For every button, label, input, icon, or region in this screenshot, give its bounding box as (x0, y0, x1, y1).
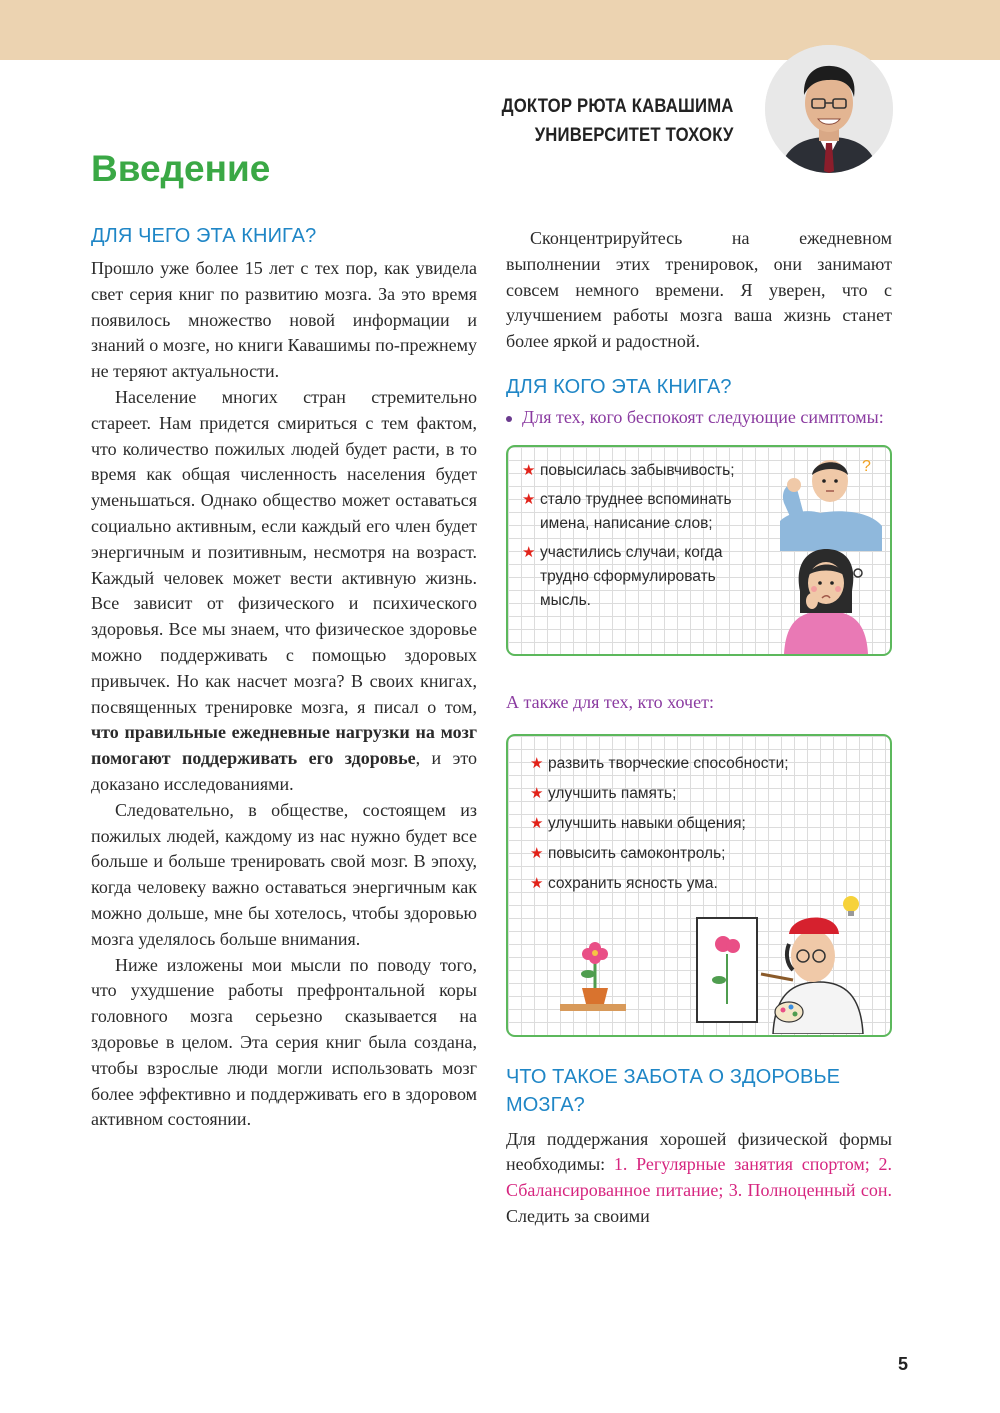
list-item: ★ участились случаи, когда трудно сформулировать мысль. (522, 541, 767, 613)
author-name: ДОКТОР РЮТА КАВАШИМА (502, 96, 734, 117)
author-affiliation: УНИВЕРСИТЕТ ТОХОКУ (535, 125, 734, 146)
star-icon: ★ (522, 490, 536, 508)
symptoms-box (506, 445, 892, 656)
highlighted-list: 1. Регулярные занятия спортом; 2. Сбалансированное питание; 3. Полноценный сон. (506, 1154, 893, 1201)
author-photo (765, 45, 893, 173)
paragraph-intro: Сконцентрируйтесь на ежедневном выполнении этих тренировок, они занимают совсем немного времени. Я уверен, что с улучшением работы мозга ваша жизнь станет более яркой и радостной. (506, 228, 892, 352)
star-icon: ★ (530, 814, 544, 832)
list-item: ★ повысить самоконтроль; (530, 840, 860, 868)
people-illustration-icon (770, 451, 890, 654)
svg-text:?: ? (862, 457, 871, 475)
list-item: ★ улучшить навыки общения; (530, 810, 860, 838)
also-label: А также для тех, кто хочет: (506, 691, 714, 712)
star-icon: ★ (522, 461, 536, 479)
star-icon: ★ (530, 784, 544, 802)
left-column (91, 222, 477, 1133)
audience-bullet: Для тех, кого беспокоят следующие симптомы: (506, 405, 892, 431)
list-item: ★ повысилась забывчивость; (522, 459, 767, 483)
author-portrait-icon (765, 45, 893, 173)
star-icon: ★ (530, 874, 544, 892)
list-item: ★ улучшить память; (530, 780, 860, 808)
section-heading-audience: ДЛЯ КОГО ЭТА КНИГА? (506, 375, 732, 398)
paragraph-3: Следовательно, в обществе, состоящем из пожилых людей, каждому из нас нужно будет все больше и больше тренировать свой мозг. В эпоху, когда человеку важно оставаться энергичным как можно дольше, мне бы хотелось, чтобы здоровью мозга уделялось больше внимания. (91, 799, 477, 949)
section-heading-purpose: ДЛЯ ЧЕГО ЭТА КНИГА? (91, 225, 317, 247)
list-item: ★ развить творческие способности; (530, 750, 860, 778)
author-block (502, 92, 734, 150)
section-heading-brain-care: ЧТО ТАКОЕ ЗАБОТА О ЗДОРОВЬЕ МОЗГА? (506, 1065, 841, 1116)
page-number: 5 (898, 1354, 909, 1374)
bullet-icon (506, 416, 512, 422)
paragraph-2: Население многих стран стремительно стареет. Нам придется смириться с тем фактом, что количество пожилых людей будет расти, в то время как общая численность населения будет уменьшаться. Однако общество может оставаться социально активным, если каждый его член будет энергичным и позитивным, несмотря на возраст. Каждый человек может вести активную жизнь. Все зависит от физического и психического здоровья. Все мы знаем, что физическое здоровье можно поддерживать с помощью здоровых привычек. Но как насчет мозга? В своих книгах, посвященных тренировке мозга, я писал о том, что правильные ежедневные нагрузки на мозг помогают поддерживать его здоровье, и это доказано исследованиями. (91, 386, 477, 794)
star-icon: ★ (522, 543, 536, 561)
list-item: ★ сохранить ясность ума. (530, 870, 860, 898)
page-title: Введение (91, 148, 271, 189)
paragraph-brain-care: Для поддержания хорошей физической формы необходимы: 1. Регулярные занятия спортом; 2. Сбалансированное питание; 3. Полноценный сон. Следить за своими (506, 1128, 893, 1226)
flower-pot-icon (558, 876, 638, 1016)
symptoms-list (522, 459, 767, 613)
star-icon: ★ (530, 754, 544, 772)
goals-box (506, 734, 892, 1037)
paragraph-4: Ниже изложены мои мысли по поводу того, что ухудшение работы префронтальной коры головного мозга серьезно сказывается на здоровье в целом. Эта серия книг была создана, чтобы взрослые люди могли использовать мозг более эффективно и поддерживать его в здоровом активном состоянии. (91, 954, 477, 1130)
bold-statement: что правильные ежедневные нагрузки на мозг помогают поддерживать его здоровье (91, 722, 477, 769)
right-column (506, 222, 892, 1230)
painter-illustration-icon (693, 884, 873, 1034)
paragraph-1: Прошло уже более 15 лет с тех пор, как увидела свет серия книг по развитию мозга. За это время появилось множество новой информации и знаний о мозге, но книги Кавашимы по-прежнему не теряют актуальности. (91, 258, 477, 382)
list-item: ★ стало труднее вспоминать имена, написание слов; (522, 488, 767, 536)
star-icon: ★ (530, 844, 544, 862)
